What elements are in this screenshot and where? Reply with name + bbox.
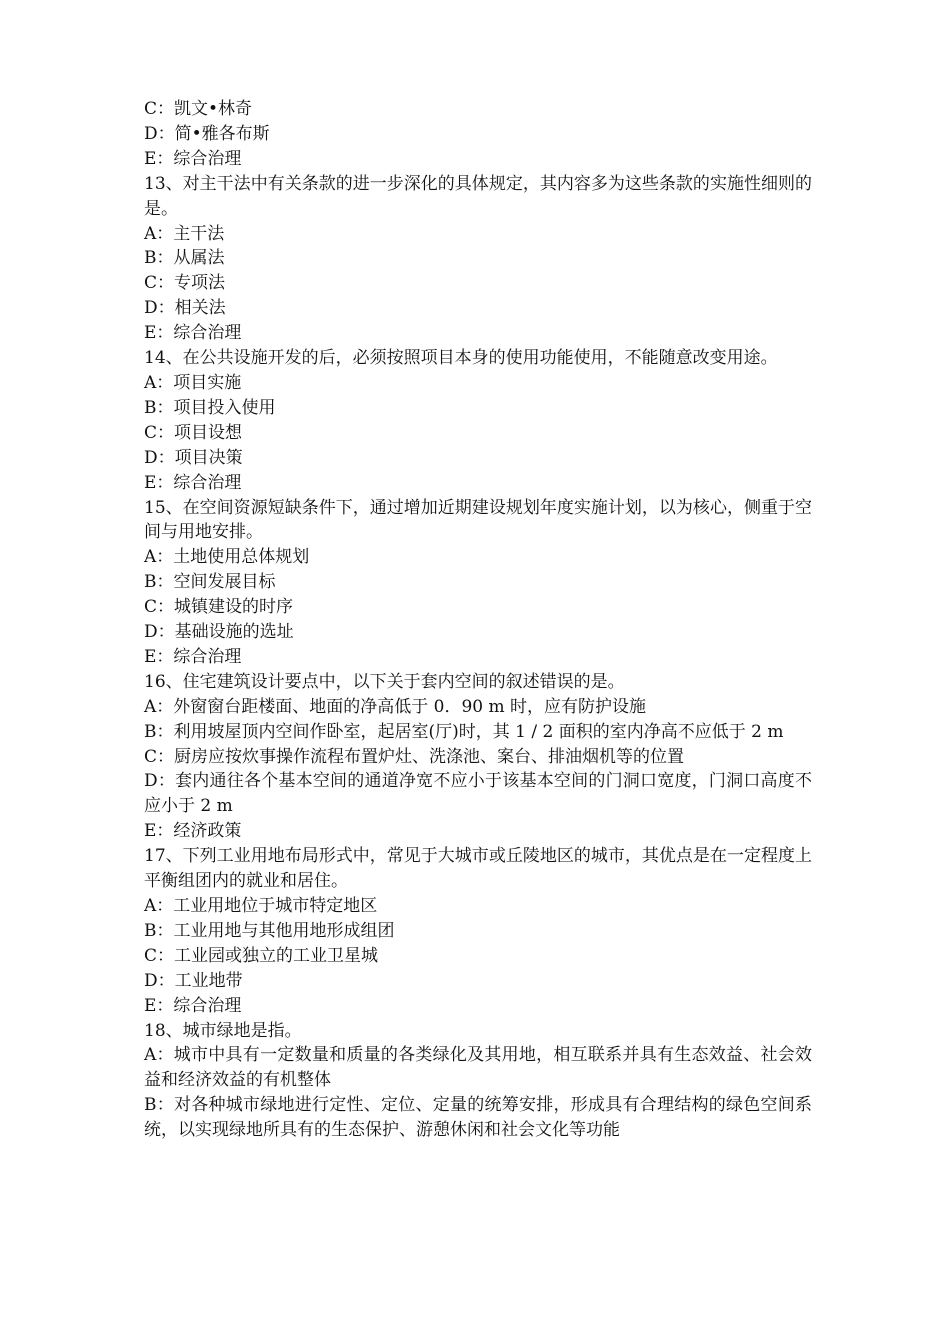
question-14: [144, 346, 812, 495]
option-e: E：综合治理: [144, 995, 242, 1016]
option-c: C：项目设想: [144, 422, 243, 443]
option-d: D：工业地带: [144, 970, 243, 991]
option-a: A：工业用地位于城市特定地区: [144, 896, 378, 916]
option-a: A：主干法: [144, 223, 225, 244]
option-a: A：项目实施: [144, 372, 242, 393]
option-c: C：城镇建设的时序: [144, 597, 294, 618]
question-stem: 16、住宅建筑设计要点中，以下关于套内空间的叙述错误的是。: [144, 671, 625, 692]
question-18: [144, 1019, 812, 1144]
option-c: C：工业园或独立的工业卫星城: [144, 945, 379, 966]
option-a: A：城市中具有一定数量和质量的各类绿化及其用地，相互联系并具有生态效益、社会效益和经济效益的有机整体: [144, 1045, 812, 1091]
question-stem: 13、对主干法中有关条款的进一步深化的具体规定，其内容多为这些条款的实施性细则的是。: [144, 173, 812, 219]
question-stem: 18、城市绿地是指。: [144, 1020, 302, 1041]
option-c-prev: C：凯文•林奇: [144, 99, 253, 119]
option-b: B：工业用地与其他用地形成组团: [144, 920, 395, 941]
option-e-prev: E：综合治理: [144, 148, 242, 169]
question-15: [144, 496, 812, 670]
option-e: E：综合治理: [144, 472, 242, 493]
option-e: E：综合治理: [144, 323, 242, 344]
option-b: B：从属法: [144, 248, 225, 269]
option-b: B：利用坡屋顶内空间作卧室，起居室(厅)时，其 1 / 2 面积的室内净高不应低于 2 m: [144, 721, 784, 742]
question-stem: 15、在空间资源短缺条件下，通过增加近期建设规划年度实施计划，以为核心，侧重于空间与用地安排。: [144, 497, 812, 543]
option-c: C：厨房应按炊事操作流程布置炉灶、洗涤池、案台、排油烟机等的位置: [144, 746, 685, 767]
option-d: D：相关法: [144, 298, 226, 319]
option-a: A：土地使用总体规划: [144, 547, 310, 568]
question-16: [144, 670, 812, 844]
option-e: E：经济政策: [144, 821, 242, 842]
document-page: [144, 97, 812, 1143]
option-e: E：综合治理: [144, 646, 242, 667]
option-d: D：项目决策: [144, 447, 243, 468]
option-d: D：套内通往各个基本空间的通道净宽不应小于该基本空间的门洞口宽度，门洞口高度不应小于 2 m: [144, 771, 812, 817]
option-d: D：基础设施的选址: [144, 622, 294, 643]
option-b: B：项目投入使用: [144, 397, 276, 418]
question-stem: 14、在公共设施开发的后，必须按照项目本身的使用功能使用，不能随意改变用途。: [144, 348, 778, 369]
option-b: B：对各种城市绿地进行定性、定位、定量的统筹安排，形成具有合理结构的绿色空间系统，以实现绿地所具有的生态保护、游憩休闲和社会文化等功能: [144, 1095, 812, 1141]
option-a: A：外窗窗台距楼面、地面的净高低于 0．90 m 时，应有防护设施: [144, 696, 647, 717]
option-b: B：空间发展目标: [144, 572, 276, 593]
option-c: C：专项法: [144, 273, 226, 294]
option-d-prev: D：简•雅各布斯: [144, 123, 270, 144]
question-13: [144, 172, 812, 346]
question-17: [144, 844, 812, 1018]
question-stem: 17、下列工业用地布局形式中，常见于大城市或丘陵地区的城市，其优点是在一定程度上平衡组团内的就业和居住。: [144, 846, 812, 892]
